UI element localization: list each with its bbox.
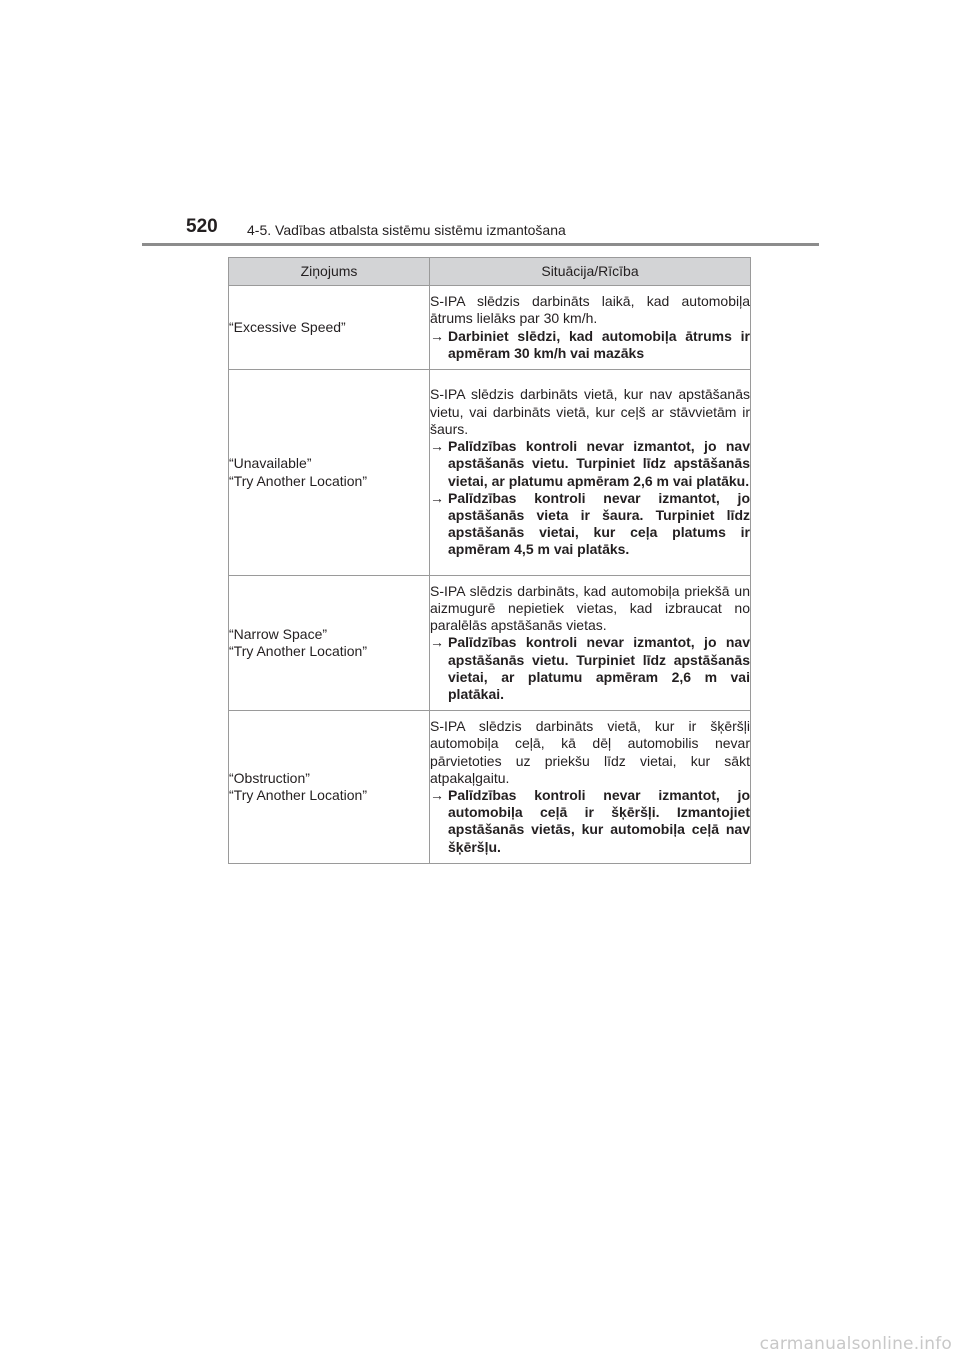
action-text: Palīdzības kontroli nevar izmantot, jo nav apstāšanās vietu. Turpiniet līdz apstāšanās vietai, ar platumu apmēram 2,6 m vai platāku. <box>448 438 750 489</box>
table-row <box>229 370 751 576</box>
column-header-situation: Situācija/Rīcība <box>430 258 751 286</box>
situation-cell <box>430 711 751 864</box>
table-row <box>229 576 751 711</box>
message-cell <box>229 286 430 370</box>
message-text: “Obstruction” <box>229 769 310 786</box>
message-text: “Try Another Location” <box>229 643 367 659</box>
section-title: 4-5. Vadības atbalsta sistēmu sistēmu izmantošana <box>247 222 566 238</box>
page-number: 520 <box>186 216 218 237</box>
situation-text: S-IPA slēdzis darbināts vietā, kur ir šķēršļi automobiļa ceļā, kā dēļ automobilis nevar pārvietoties uz priekšu līdz vietai, kur sākt atpakaļgaitu. <box>430 718 750 786</box>
situation-text: S-IPA slēdzis darbināts, kad automobiļa priekšā un aizmugurē nepietiek vietas, kad izbraucat no paralēlās apstāšanās vietas. <box>430 582 750 634</box>
arrow-icon: → <box>430 634 444 651</box>
arrow-icon: → <box>430 489 444 506</box>
arrow-icon: → <box>430 327 444 344</box>
message-text: “Unavailable” <box>229 455 312 472</box>
action-item <box>430 438 750 490</box>
action-text: Palīdzības kontroli nevar izmantot, jo apstāšanās vieta ir šaura. Turpiniet līdz apstāšanās vietai, kur ceļa platums ir apmēram 4,5 m vai platāks. <box>448 489 750 558</box>
action-item <box>430 328 750 362</box>
column-header-message: Ziņojums <box>229 258 430 286</box>
message-table <box>228 257 751 864</box>
situation-cell <box>430 370 751 576</box>
message-cell <box>229 711 430 864</box>
action-item <box>430 490 750 559</box>
action-item <box>430 634 750 703</box>
message-cell <box>229 370 430 576</box>
situation-cell <box>430 576 751 711</box>
action-text: Palīdzības kontroli nevar izmantot, jo automobiļa ceļā ir šķēršļi. Izmantojiet apstāšanās vietās, kur automobiļa ceļā nav šķēršļu. <box>448 787 750 855</box>
situation-text: S-IPA slēdzis darbināts vietā, kur nav apstāšanās vietu, vai darbināts vietā, kur ceļš ar stāvvietām ir šaurs. <box>430 386 750 437</box>
message-text: “Try Another Location” <box>229 787 367 803</box>
table-row <box>229 286 751 370</box>
action-item <box>430 787 750 856</box>
situation-text: S-IPA slēdzis darbināts laikā, kad automobiļa ātrums lielāks par 30 km/h. <box>430 293 750 327</box>
header-divider <box>142 243 819 246</box>
message-cell <box>229 576 430 711</box>
watermark-url: carmanualsonline.info <box>759 1334 952 1354</box>
arrow-icon: → <box>430 438 444 455</box>
situation-cell <box>430 286 751 370</box>
action-text: Darbiniet slēdzi, kad automobiļa ātrums ir apmēram 30 km/h vai mazāks <box>448 327 750 361</box>
table-header-row <box>229 258 751 286</box>
message-text: “Excessive Speed” <box>229 318 346 335</box>
message-text: “Narrow Space” <box>229 625 328 642</box>
arrow-icon: → <box>430 787 444 803</box>
table-row <box>229 711 751 864</box>
action-text: Palīdzības kontroli nevar izmantot, jo nav apstāšanās vietu. Turpiniet līdz apstāšanās vietai, ar platumu apmēram 2,6 m vai platākai. <box>448 634 750 702</box>
message-text: “Try Another Location” <box>229 472 367 489</box>
